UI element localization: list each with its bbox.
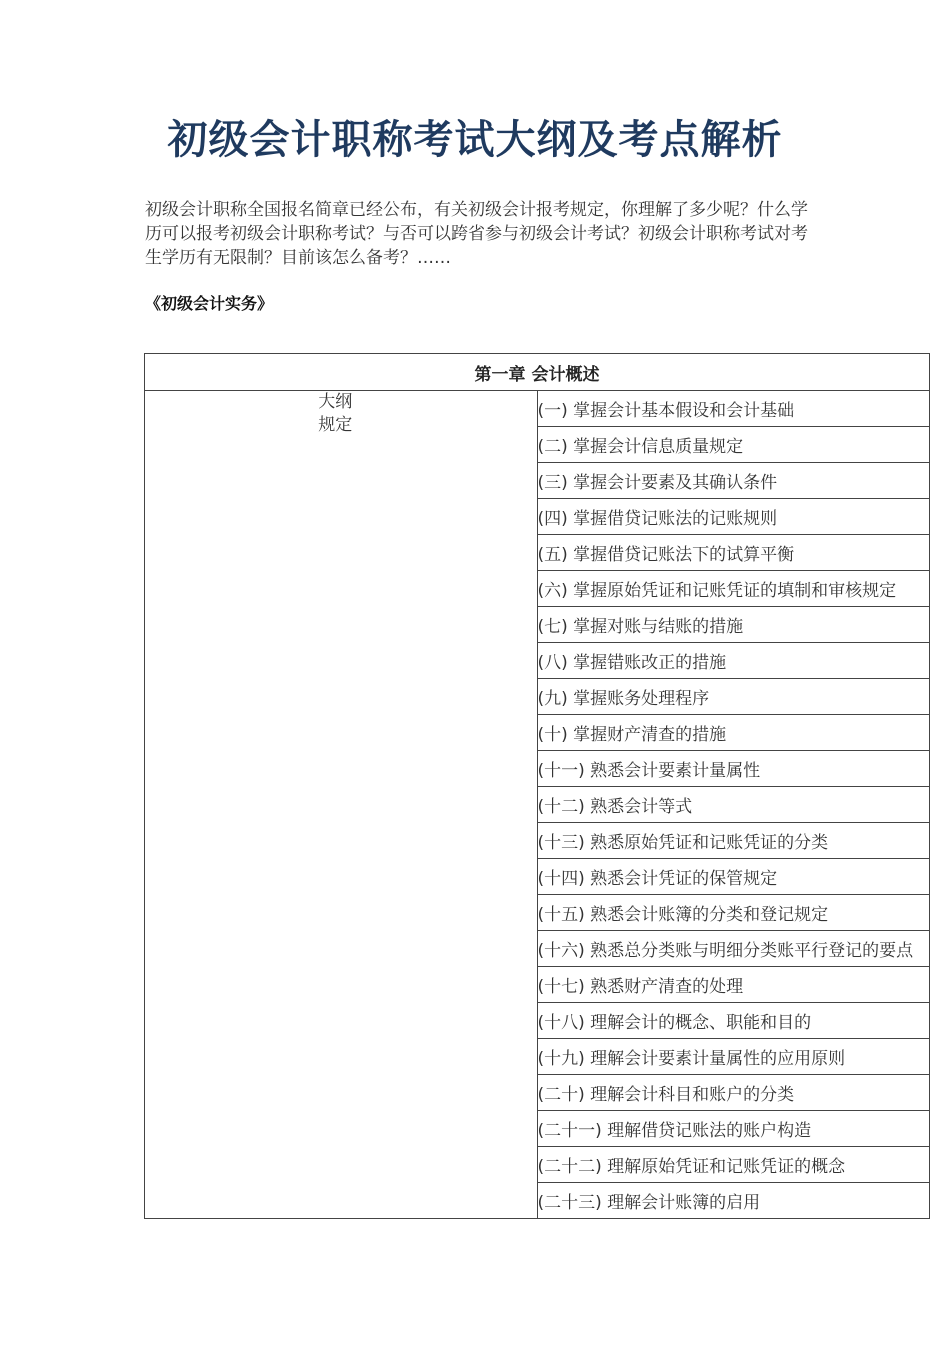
syllabus-item: (二十一) 理解借贷记账法的账户构造	[537, 1111, 930, 1147]
syllabus-item: (十二) 熟悉会计等式	[537, 787, 930, 823]
syllabus-label-cell	[145, 391, 538, 1219]
syllabus-item: (二十) 理解会计科目和账户的分类	[537, 1075, 930, 1111]
chapter-header-row	[145, 354, 930, 391]
syllabus-item: (十四) 熟悉会计凭证的保管规定	[537, 859, 930, 895]
syllabus-item: (十) 掌握财产清查的措施	[537, 715, 930, 751]
table-row	[145, 391, 930, 427]
syllabus-item: (二十二) 理解原始凭证和记账凭证的概念	[537, 1147, 930, 1183]
syllabus-table	[144, 353, 930, 1219]
syllabus-item: (七) 掌握对账与结账的措施	[537, 607, 930, 643]
syllabus-item: (十三) 熟悉原始凭证和记账凭证的分类	[537, 823, 930, 859]
document-title: 初级会计职称考试大纲及考点解析	[167, 116, 783, 163]
syllabus-item: (十九) 理解会计要素计量属性的应用原则	[537, 1039, 930, 1075]
syllabus-body	[145, 391, 930, 1219]
syllabus-item: (十五) 熟悉会计账簿的分类和登记规定	[537, 895, 930, 931]
syllabus-item: (二十三) 理解会计账簿的启用	[537, 1183, 930, 1219]
syllabus-item: (十六) 熟悉总分类账与明细分类账平行登记的要点	[537, 931, 930, 967]
syllabus-item: (八) 掌握错账改正的措施	[537, 643, 930, 679]
syllabus-item: (四) 掌握借贷记账法的记账规则	[537, 499, 930, 535]
syllabus-item: (五) 掌握借贷记账法下的试算平衡	[537, 535, 930, 571]
syllabus-item: (九) 掌握账务处理程序	[537, 679, 930, 715]
chapter-heading: 第一章 会计概述	[145, 354, 930, 391]
syllabus-item: (十八) 理解会计的概念、职能和目的	[537, 1003, 930, 1039]
syllabus-item: (十一) 熟悉会计要素计量属性	[537, 751, 930, 787]
syllabus-label: 大纲规定	[318, 392, 353, 435]
syllabus-item: (六) 掌握原始凭证和记账凭证的填制和审核规定	[537, 571, 930, 607]
syllabus-item: (三) 掌握会计要素及其确认条件	[537, 463, 930, 499]
syllabus-item: (十七) 熟悉财产清查的处理	[537, 967, 930, 1003]
syllabus-item: (二) 掌握会计信息质量规定	[537, 427, 930, 463]
book-title: 《初级会计实务》	[145, 294, 274, 313]
intro-paragraph: 初级会计职称全国报名简章已经公布，有关初级会计报考规定，你理解了多少呢？什么学历可以报考初级会计职称考试？与否可以跨省参与初级会计考试？初级会计职称考试对考生学历有无限制？目前该怎么备考？……	[145, 200, 808, 268]
syllabus-item: (一) 掌握会计基本假设和会计基础	[537, 391, 930, 427]
